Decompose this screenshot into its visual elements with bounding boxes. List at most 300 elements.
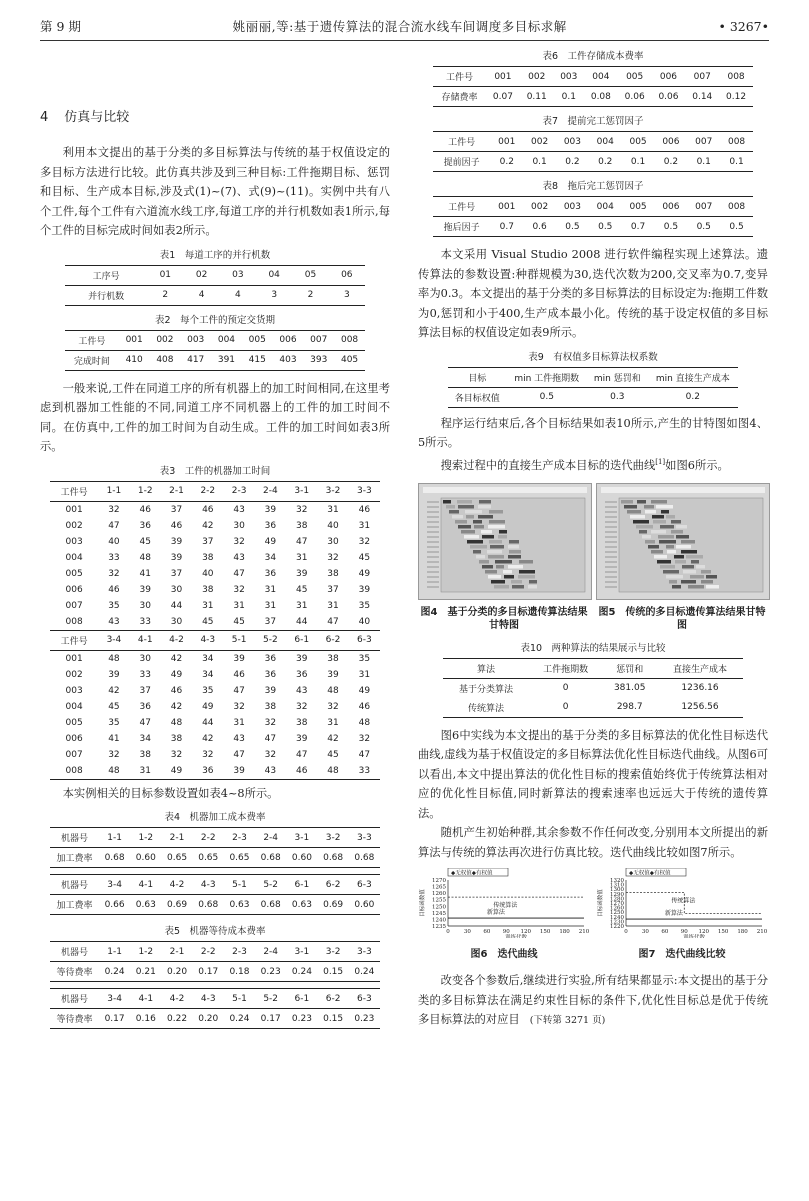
table-cell: 32	[358, 733, 371, 744]
table-cell: 0.24	[349, 962, 380, 982]
table-cell: 0.65	[193, 848, 224, 868]
table-cell: 40	[108, 536, 120, 547]
table-caption: 表6 工件存储成本费率	[542, 51, 644, 62]
header-cell: 2-3	[223, 481, 254, 501]
y-tick-label: 1250	[610, 910, 624, 917]
table-caption: 表3 工件的机器加工时间	[159, 465, 271, 477]
header-rule	[40, 40, 769, 41]
paragraph-text: 改变各个参数后,继续进行实验,所有结果都显示:本文提出的基于分类的多目标算法在满足约束性目标的条件下,优化性目标总是优于传统多目标算法的对应目	[418, 974, 768, 1027]
table-cell: 0.06	[618, 87, 652, 107]
gantt-bar	[461, 530, 475, 534]
table-cell: 0.2	[648, 387, 738, 407]
table-cell: 41	[139, 568, 151, 579]
table-cell: 45	[202, 616, 214, 627]
legend-strip	[601, 487, 765, 493]
gantt-bar	[637, 500, 646, 504]
table-cell: 提前因子	[433, 152, 490, 172]
header-cell: 3-1	[286, 481, 317, 501]
header-cell: 4-1	[130, 630, 161, 650]
gantt-bar	[651, 530, 666, 534]
gantt-bar	[478, 515, 493, 519]
running-header	[40, 14, 769, 38]
table-cell: 37	[327, 584, 339, 595]
table-cell: 36	[192, 763, 223, 780]
gantt-bar	[449, 510, 459, 514]
table-cell: 43	[233, 504, 245, 515]
header-cell: 3-2	[318, 942, 349, 962]
table-cell: 39	[233, 653, 245, 664]
header-cell: 01	[147, 265, 183, 285]
paragraph: 利用本文提出的基于分类的多目标算法与传统的基于权值设定的多目标方法进行比较。此仿真共涉及到三种目标:工件拖期目标、惩罚和目标、生产成本目标,涉及式(1)~(7)、式(9)~(11)。实例中共有八个工件,每个工件有六道流水线工序,每道工序的并行机数如表1所示,每个工件的目标完成时间如表2所示。	[40, 146, 390, 237]
gantt-bar	[509, 540, 519, 544]
table-cell: 39	[327, 669, 339, 680]
figure-4	[418, 483, 590, 632]
gantt-bar	[512, 585, 524, 589]
figure-caption: 图6 迭代曲线	[470, 949, 538, 961]
gantt-bar	[491, 580, 505, 584]
gantt-bar	[706, 575, 717, 579]
gantt-bar	[671, 520, 681, 524]
header-cell: 工件号	[433, 197, 490, 217]
gantt-bar	[624, 505, 637, 509]
table-cell: 0.15	[318, 962, 349, 982]
header-cell: min 直接生产成本	[648, 367, 738, 387]
header-cell: 001	[490, 197, 523, 217]
table-cell: 32	[358, 536, 371, 547]
header-cell: 工件号	[50, 481, 98, 501]
gantt-bar	[666, 575, 683, 579]
table-row	[50, 699, 380, 715]
figure-6	[418, 868, 590, 961]
header-cell: 001	[490, 132, 523, 152]
table-cell: 存储费率	[433, 87, 486, 107]
gantt-bar	[466, 515, 474, 519]
table-cell: 47	[264, 733, 277, 744]
table-cell: 0.1	[622, 152, 655, 172]
header-cell: 04	[256, 265, 292, 285]
gantt-bar	[485, 570, 497, 574]
table-cell: 30	[170, 616, 183, 627]
table-cell: 004	[65, 701, 83, 712]
header-cell: 005	[618, 67, 652, 87]
gantt-bar	[652, 515, 664, 519]
table-cell: 0.1	[554, 87, 584, 107]
table-row	[50, 875, 380, 895]
table-cell: 47	[233, 685, 245, 696]
gantt-bar	[455, 520, 467, 524]
table-cell: 39	[264, 504, 277, 515]
table-cell: 1236.16	[681, 683, 719, 694]
table-row	[50, 630, 380, 650]
x-tick-label: 60	[661, 929, 669, 936]
table-cell: 0.7	[490, 217, 523, 237]
issue-label: 第 9 期	[40, 19, 81, 34]
gantt-chart-image	[596, 483, 770, 600]
gantt-bar	[686, 555, 703, 559]
table-cell: 33	[139, 616, 151, 627]
table-cell: 36	[264, 520, 277, 531]
gantt-bar	[482, 535, 494, 539]
iteration-curve-chart	[418, 868, 590, 938]
table-cell: 49	[264, 536, 277, 547]
table-cell: 0.17	[255, 1009, 286, 1029]
table-cell: 0.60	[286, 848, 317, 868]
table-cell: 47	[358, 749, 371, 760]
table-row	[50, 763, 380, 780]
header-cell: 机器号	[50, 989, 99, 1009]
gantt-bar	[488, 555, 504, 559]
header-cell: 005	[242, 330, 273, 350]
gantt-bar	[489, 520, 505, 524]
y-tick-label: 1250	[432, 904, 446, 911]
header-cell: 4-1	[130, 989, 161, 1009]
table-cell: 415	[242, 350, 273, 370]
table-cell: 32	[233, 701, 245, 712]
table-cell: 36	[264, 653, 277, 664]
table-row	[50, 481, 380, 501]
header-cell: 007	[687, 197, 720, 217]
section-title: 仿真与比较	[64, 110, 130, 125]
table-row	[50, 614, 380, 631]
table-cell: 0.60	[130, 848, 161, 868]
table-2	[65, 330, 365, 371]
table-row	[443, 678, 743, 698]
table-caption: 表8 拖后完工惩罚因子	[542, 181, 644, 192]
gantt-bar	[701, 580, 713, 584]
gantt-bar	[490, 545, 504, 549]
header-cell: 6-1	[286, 989, 317, 1009]
gantt-bar	[503, 570, 512, 574]
header-cell: 5-1	[224, 989, 255, 1009]
table-cell: 34	[264, 552, 277, 563]
table-cell: 32	[202, 749, 214, 760]
legend-label: ◆无权值◆有权值	[451, 870, 493, 877]
table-cell: 31	[358, 669, 371, 680]
header-cell: 008	[720, 197, 753, 217]
table-cell: 46	[108, 584, 120, 595]
gantt-bar	[651, 550, 663, 554]
table-10	[443, 658, 743, 718]
x-tick-label: 30	[641, 929, 649, 936]
table-cell: 45	[327, 749, 339, 760]
gantt-bar	[660, 565, 675, 569]
table-cell: 47	[295, 536, 308, 547]
y-tick-label: 1265	[432, 884, 446, 891]
table-cell: 42	[170, 701, 183, 712]
gantt-bar	[488, 525, 505, 529]
table-cell: 0.14	[685, 87, 719, 107]
header-cell: 002	[520, 67, 554, 87]
right-column	[418, 48, 768, 1031]
table-cell: 004	[65, 552, 83, 563]
gantt-bar	[529, 580, 537, 584]
table-cell: 38	[327, 653, 339, 664]
table-cell: 48	[170, 717, 183, 728]
header-cell: 1-2	[130, 828, 161, 848]
y-tick-label: 1280	[610, 896, 624, 903]
gantt-bar	[701, 570, 711, 574]
table-cell: 49	[170, 669, 183, 680]
table-cell: 43	[108, 616, 120, 627]
table-cell: 0.5	[556, 217, 589, 237]
header-cell: 007	[687, 132, 720, 152]
table-cell: 38	[295, 717, 308, 728]
table-cell: 35	[108, 600, 120, 611]
gantt-bar	[648, 545, 659, 549]
header-cell: 工件号	[433, 67, 486, 87]
table-cell: 0.68	[255, 895, 286, 915]
spacer-cell	[50, 982, 380, 989]
table-cell: 48	[327, 685, 339, 696]
table-cell: 31	[358, 520, 371, 531]
y-tick-label: 1270	[432, 878, 446, 885]
table-cell: 43	[233, 733, 245, 744]
table-caption: 表2 每个工件的预定交货期	[154, 314, 276, 326]
table-caption: 表7 提前完工惩罚因子	[542, 116, 644, 127]
table-cell: 4	[220, 285, 256, 305]
paragraph: 程序运行结束后,各个目标结果如表10所示,产生的甘特图如图4、5所示。	[418, 416, 768, 449]
gantt-bar	[509, 550, 521, 554]
header-cell: 1-1	[99, 828, 130, 848]
table-row	[50, 1009, 380, 1029]
table-cell: 0.7	[622, 217, 655, 237]
continued-note: (下转第 3271 页)	[529, 1015, 606, 1027]
gantt-bar	[666, 515, 675, 519]
table-cell: 0.68	[318, 848, 349, 868]
gantt-bar	[458, 525, 471, 529]
table-cell: 31	[233, 717, 245, 728]
gantt-bar	[645, 510, 656, 514]
table-cell: 0.5	[589, 217, 622, 237]
table-row	[443, 698, 743, 718]
header-cell: 008	[334, 330, 365, 350]
x-tick-label: 90	[502, 929, 510, 936]
table-cell: 005	[65, 568, 83, 579]
table-cell: 410	[119, 350, 150, 370]
gantt-bar	[675, 560, 686, 564]
table-cell: 37	[170, 568, 183, 579]
gantt-bar	[642, 535, 651, 539]
header-cell: 001	[486, 67, 520, 87]
gantt-bar	[489, 510, 503, 514]
y-axis-label: 目标函数值	[598, 889, 604, 918]
table-cell: 0.65	[161, 848, 192, 868]
paragraph	[418, 971, 768, 1031]
gantt-bar	[676, 525, 687, 529]
table-cell: 0.60	[349, 895, 380, 915]
table-cell: 32	[233, 584, 245, 595]
gantt-bar	[681, 540, 695, 544]
series-label-traditional: 传统算法	[493, 902, 518, 910]
gantt-bar	[467, 540, 483, 544]
table-cell: 381.05	[613, 683, 646, 694]
paragraph: 一般来说,工件在同道工序的所有机器上的加工时间相同,在这里考虑到机器加工性能的不同,同道工序不同机器上的工件的加工时间不同。在仿真中,工件的加工时间为自动生成。工件的加工时间如表3所示。	[40, 381, 390, 453]
table-7	[433, 131, 753, 172]
table-cell: 46	[170, 520, 183, 531]
table-cell: 47	[233, 749, 245, 760]
header-cell: 002	[523, 132, 556, 152]
header-cell: 002	[150, 330, 181, 350]
table-cell: 42	[108, 685, 120, 696]
header-cell: 直接生产成本	[657, 658, 743, 678]
table-cell: 0.23	[349, 1009, 380, 1029]
table-cell: 38	[295, 520, 308, 531]
spacer-cell	[50, 868, 380, 875]
table-cell: 0.6	[523, 217, 556, 237]
table-cell: 0.17	[193, 962, 224, 982]
header-cell: 3-3	[349, 481, 380, 501]
x-tick-label: 30	[463, 929, 471, 936]
table-row	[50, 848, 380, 868]
table-cell: 36	[139, 520, 151, 531]
table-4	[50, 827, 380, 915]
table-cell: 加工费率	[50, 848, 99, 868]
table-row	[50, 501, 380, 518]
header-cell: 2-2	[193, 828, 224, 848]
gantt-bar	[474, 525, 484, 529]
table-cell: 30	[139, 653, 151, 664]
gantt-bar	[508, 555, 521, 559]
paragraph: 随机产生初始种群,其余参数不作任何改变,分别用本文所提出的新算法与传统的算法再次进行仿真比较。迭代曲线比较如图7所示。	[418, 826, 768, 859]
gantt-bar	[671, 530, 683, 534]
table-cell: 拖后因子	[433, 217, 490, 237]
gantt-bar	[481, 530, 492, 534]
y-tick-label: 1260	[610, 905, 624, 912]
header-cell: 3-3	[349, 942, 380, 962]
header-cell: 2-1	[161, 942, 192, 962]
header-cell: 6-2	[318, 875, 349, 895]
x-tick-label: 0	[446, 929, 450, 936]
gantt-bar	[499, 530, 507, 534]
x-tick-label: 180	[559, 929, 570, 936]
table-cell: 403	[273, 350, 304, 370]
table-1	[65, 265, 365, 306]
gantt-bar	[645, 540, 655, 544]
table-cell: 1256.56	[657, 698, 743, 718]
gantt-bar	[482, 565, 493, 569]
table-cell: 44	[170, 600, 183, 611]
gantt-bar	[654, 555, 667, 559]
header-cell: 03	[220, 265, 256, 285]
table-cell: 32	[295, 701, 308, 712]
gantt-bar	[494, 585, 509, 589]
header-cell: 006	[655, 197, 688, 217]
table-cell: 46	[358, 701, 371, 712]
table-cell: 0.65	[224, 848, 255, 868]
table-cell: 0.06	[652, 87, 686, 107]
header-cell: 004	[589, 197, 622, 217]
table-cell: 31	[295, 600, 308, 611]
table-cell: 49	[358, 685, 371, 696]
y-tick-label: 1240	[432, 917, 446, 924]
header-cell: 003	[180, 330, 211, 350]
table-cell: 37	[264, 616, 277, 627]
y-tick-label: 1320	[610, 878, 624, 885]
header-cell: 005	[622, 132, 655, 152]
x-tick-label: 120	[698, 929, 709, 936]
table-cell: 005	[65, 717, 83, 728]
gantt-bar	[630, 515, 645, 519]
header-cell: 4-2	[161, 875, 192, 895]
header-cell: 6-2	[318, 989, 349, 1009]
table-cell: 0.63	[224, 895, 255, 915]
y-tick-label: 1260	[432, 891, 446, 898]
gantt-bar	[476, 555, 485, 559]
gantt-bar	[465, 510, 482, 514]
y-tick-label: 1270	[610, 901, 624, 908]
header-cell: 004	[589, 132, 622, 152]
figure-5	[596, 483, 768, 632]
header-cell: 3-1	[286, 828, 317, 848]
header-cell: 算法	[443, 658, 529, 678]
header-cell: 5-1	[223, 630, 254, 650]
y-tick-label: 1240	[610, 915, 624, 922]
table-cell: 45	[139, 536, 151, 547]
table-cell: 31	[295, 552, 308, 563]
header-cell: 008	[720, 132, 753, 152]
series-label-traditional: 传统算法	[671, 897, 696, 905]
table-cell: 45	[108, 701, 120, 712]
table-cell: 42	[327, 733, 339, 744]
table-cell: 31	[327, 600, 339, 611]
table-cell: 2	[147, 285, 183, 305]
table-cell: 并行机数	[65, 285, 147, 305]
table-cell: 391	[211, 350, 242, 370]
header-cell: 惩罚和	[602, 658, 657, 678]
table-cell: 0.68	[99, 848, 130, 868]
gantt-bar	[496, 565, 504, 569]
header-cell: 2-1	[161, 481, 192, 501]
table-cell: 0.16	[130, 1009, 161, 1029]
table-cell: 31	[327, 504, 339, 515]
running-title: 姚丽丽,等:基于遗传算法的混合流水线车间调度多目标求解	[232, 19, 567, 34]
table-cell: 等待费率	[50, 962, 99, 982]
table-cell: 0.68	[349, 848, 380, 868]
table-cell: 32	[264, 717, 277, 728]
table-caption: 表9 有权值多目标算法权系数	[528, 351, 658, 363]
header-cell: 05	[292, 265, 328, 285]
table-cell: 49	[358, 568, 371, 579]
citation: [1]	[655, 457, 666, 466]
table-5	[50, 941, 380, 1029]
table-cell: 30	[327, 536, 339, 547]
table-row	[50, 598, 380, 614]
table-row	[50, 747, 380, 763]
table-cell: 0.63	[130, 895, 161, 915]
table-caption: 表4 机器加工成本费率	[164, 812, 266, 823]
table-row	[50, 731, 380, 747]
y-tick-label: 1235	[432, 924, 446, 931]
header-cell: 003	[556, 197, 589, 217]
table-cell: 0.2	[655, 152, 688, 172]
table-cell: 0.2	[556, 152, 589, 172]
y-tick-label: 1300	[610, 887, 624, 894]
table-cell: 0.20	[161, 962, 192, 982]
gantt-bar	[672, 585, 681, 589]
table-row	[50, 942, 380, 962]
legend-strip	[423, 487, 587, 493]
table-cell: 0.68	[193, 895, 224, 915]
table-cell: 37	[139, 685, 151, 696]
header-cell: 2-4	[255, 828, 286, 848]
header-cell: 机器号	[50, 875, 99, 895]
header-cell: 2-3	[224, 828, 255, 848]
table-row	[50, 550, 380, 566]
iteration-curve-chart	[596, 868, 768, 938]
table-cell: 48	[317, 763, 348, 780]
gantt-bar	[470, 545, 487, 549]
table-cell: 34	[139, 733, 151, 744]
